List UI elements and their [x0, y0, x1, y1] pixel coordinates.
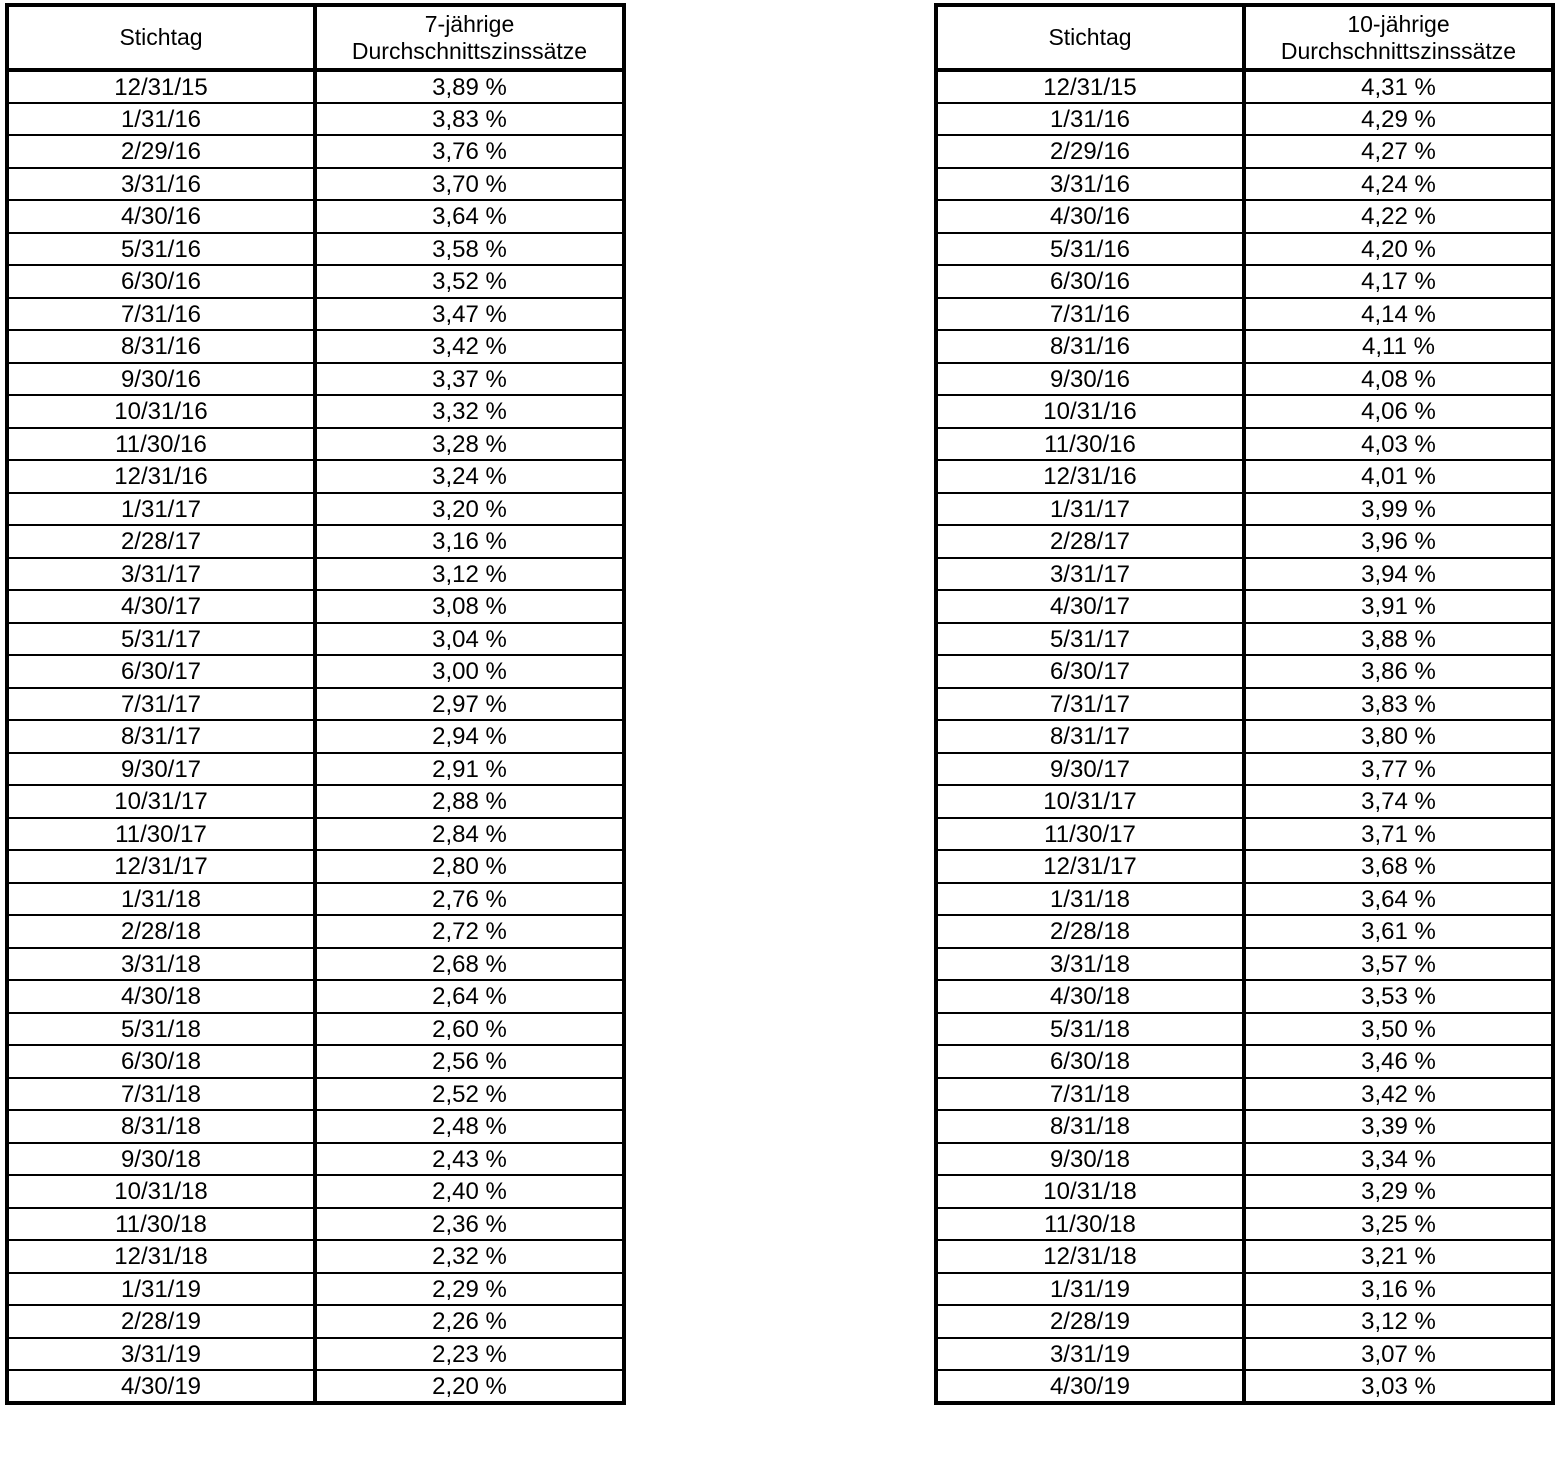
date-cell: 6/30/18 — [7, 1045, 315, 1078]
rate-cell: 3,08 % — [315, 590, 624, 623]
rate-cell: 2,48 % — [315, 1110, 624, 1143]
date-cell: 3/31/17 — [7, 558, 315, 591]
date-cell: 6/30/16 — [936, 265, 1244, 298]
table-row — [936, 753, 1553, 786]
rate-cell: 2,29 % — [315, 1273, 624, 1306]
table-row — [936, 103, 1553, 136]
rate-cell: 2,20 % — [432, 1372, 507, 1400]
table-row — [936, 883, 1553, 916]
date-cell: 12/31/15 — [7, 70, 315, 103]
date-cell: 10/31/17 — [936, 785, 1244, 818]
date-cell: 4/30/16 — [7, 200, 315, 233]
rate-cell: 3,99 % — [1244, 493, 1553, 526]
date-cell: 10/31/18 — [936, 1175, 1244, 1208]
table-row — [936, 1110, 1553, 1143]
rate-cell: 3,74 % — [1244, 785, 1553, 818]
rate-cell: 2,72 % — [315, 915, 624, 948]
rate-cell: 3,88 % — [1244, 623, 1553, 656]
rate-cell: 3,83 % — [315, 103, 624, 136]
rate-cell: 3,58 % — [315, 233, 624, 266]
date-cell: 7/31/17 — [7, 688, 315, 721]
date-cell: 4/30/16 — [936, 200, 1244, 233]
rate-cell: 3,39 % — [1244, 1110, 1553, 1143]
table-row — [936, 1175, 1553, 1208]
rate-cell: 2,60 % — [315, 1013, 624, 1046]
table-row — [936, 980, 1553, 1013]
column-header-rate — [1244, 5, 1553, 70]
date-cell: 12/31/16 — [7, 460, 315, 493]
table-row — [936, 1078, 1553, 1111]
rate-cell: 3,07 % — [1244, 1338, 1553, 1371]
rate-cell: 3,76 % — [315, 135, 624, 168]
table-row — [7, 103, 624, 136]
date-cell: 3/31/18 — [7, 948, 315, 981]
rate-cell: 3,96 % — [1244, 525, 1553, 558]
date-cell: 6/30/18 — [936, 1045, 1244, 1078]
date-cell: 4/30/18 — [936, 980, 1244, 1013]
rate-cell: 3,89 % — [315, 70, 624, 103]
column-header-stichtag: Stichtag — [7, 5, 315, 70]
rates-table-10-year — [934, 3, 1555, 1405]
rate-cell: 3,42 % — [315, 330, 624, 363]
column-header-stichtag: Stichtag — [936, 5, 1244, 70]
table-row — [7, 590, 624, 623]
date-cell: 3/31/19 — [7, 1338, 315, 1371]
table-row — [7, 850, 624, 883]
table-row — [936, 135, 1553, 168]
date-cell: 1/31/19 — [936, 1273, 1244, 1306]
date-cell: 2/28/19 — [936, 1305, 1244, 1338]
date-cell: 8/31/18 — [936, 1110, 1244, 1143]
date-cell: 9/30/18 — [936, 1143, 1244, 1176]
rate-cell: 4,11 % — [1244, 330, 1553, 363]
rate-cell: 3,21 % — [1244, 1240, 1553, 1273]
rate-cell: 2,84 % — [315, 818, 624, 851]
date-cell: 1/31/16 — [936, 103, 1244, 136]
table-row — [936, 298, 1553, 331]
table-row — [7, 428, 624, 461]
table-row — [7, 1110, 624, 1143]
table-row — [7, 1013, 624, 1046]
table-row — [7, 1078, 624, 1111]
rate-cell: 3,77 % — [1244, 753, 1553, 786]
date-cell: 1/31/18 — [936, 883, 1244, 916]
column-header-rate-line1: 10-jährige — [1347, 10, 1450, 37]
rate-cell: 3,86 % — [1244, 655, 1553, 688]
table-row — [936, 785, 1553, 818]
table-row — [936, 915, 1553, 948]
table-row — [7, 233, 624, 266]
rate-cell: 3,94 % — [1244, 558, 1553, 591]
date-cell: 9/30/16 — [7, 363, 315, 396]
table-row — [7, 395, 624, 428]
date-cell: 7/31/17 — [936, 688, 1244, 721]
rate-cell: 3,32 % — [315, 395, 624, 428]
rate-cell: 3,12 % — [1244, 1305, 1553, 1338]
date-cell: 1/31/18 — [7, 883, 315, 916]
rate-cell: 3,71 % — [1244, 818, 1553, 851]
rate-cell: 4,29 % — [1244, 103, 1553, 136]
table-row — [936, 558, 1553, 591]
rate-cell: 3,64 % — [1244, 883, 1553, 916]
table-row — [7, 655, 624, 688]
table-row — [7, 168, 624, 201]
date-cell: 3/31/17 — [936, 558, 1244, 591]
date-cell: 11/30/17 — [936, 818, 1244, 851]
date-cell: 10/31/17 — [7, 785, 315, 818]
date-cell: 6/30/17 — [936, 655, 1244, 688]
rate-cell: 2,26 % — [315, 1305, 624, 1338]
rate-cell: 3,61 % — [1244, 915, 1553, 948]
date-cell: 5/31/16 — [7, 233, 315, 266]
table-row — [936, 70, 1553, 103]
rate-cell: 2,91 % — [315, 753, 624, 786]
table-body — [936, 70, 1553, 1403]
rate-cell: 2,43 % — [315, 1143, 624, 1176]
table-row — [7, 883, 624, 916]
rate-cell: 2,97 % — [315, 688, 624, 721]
date-cell: 4/30/17 — [936, 590, 1244, 623]
rate-cell: 4,14 % — [1244, 298, 1553, 331]
rate-cell: 4,24 % — [1244, 168, 1553, 201]
table-row — [7, 1370, 624, 1403]
table-row — [7, 1240, 624, 1273]
rate-cell: 3,20 % — [315, 493, 624, 526]
rate-cell: 3,91 % — [1244, 590, 1553, 623]
rate-cell: 3,83 % — [1244, 688, 1553, 721]
rate-cell: 2,76 % — [315, 883, 624, 916]
table-row — [7, 363, 624, 396]
table-row — [7, 298, 624, 331]
date-cell: 8/31/17 — [7, 720, 315, 753]
date-cell: 12/31/18 — [936, 1240, 1244, 1273]
table-row — [936, 688, 1553, 721]
table-row — [936, 525, 1553, 558]
table-row — [936, 655, 1553, 688]
table-row — [936, 818, 1553, 851]
column-header-rate-line2: Durchschnittszinssätze — [351, 37, 588, 64]
rate-cell: 3,00 % — [315, 655, 624, 688]
column-header-rate-line1: 7-jährige — [424, 10, 515, 37]
date-cell: 1/31/17 — [936, 493, 1244, 526]
table-header-row — [7, 5, 624, 70]
table-row — [7, 493, 624, 526]
rate-cell: 3,03 % — [1361, 1372, 1436, 1400]
date-cell: 7/31/16 — [7, 298, 315, 331]
table-row — [7, 1045, 624, 1078]
rate-cell: 4,01 % — [1244, 460, 1553, 493]
rate-cell: 2,64 % — [315, 980, 624, 1013]
date-cell: 3/31/19 — [936, 1338, 1244, 1371]
date-cell: 11/30/16 — [936, 428, 1244, 461]
rate-cell: 2,36 % — [315, 1208, 624, 1241]
date-cell: 8/31/17 — [936, 720, 1244, 753]
date-cell: 12/31/17 — [7, 850, 315, 883]
rate-cell: 3,64 % — [315, 200, 624, 233]
table-row — [7, 330, 624, 363]
rate-cell: 4,06 % — [1244, 395, 1553, 428]
table-row — [936, 1370, 1553, 1403]
rate-cell: 3,16 % — [315, 525, 624, 558]
table-row — [936, 460, 1553, 493]
table-row — [7, 1273, 624, 1306]
table-row — [7, 135, 624, 168]
date-cell: 2/28/17 — [936, 525, 1244, 558]
rate-cell: 3,12 % — [315, 558, 624, 591]
table-row — [7, 200, 624, 233]
table-row — [936, 428, 1553, 461]
rate-cell: 2,88 % — [315, 785, 624, 818]
date-cell: 6/30/17 — [7, 655, 315, 688]
date-cell: 5/31/17 — [936, 623, 1244, 656]
table-row — [7, 1143, 624, 1176]
date-cell: 10/31/16 — [7, 395, 315, 428]
table-row — [936, 623, 1553, 656]
rate-cell: 4,22 % — [1244, 200, 1553, 233]
table-row — [936, 720, 1553, 753]
rate-cell: 3,47 % — [315, 298, 624, 331]
date-cell: 4/30/17 — [7, 590, 315, 623]
table-row — [936, 395, 1553, 428]
rate-cell: 4,27 % — [1244, 135, 1553, 168]
date-cell: 1/31/17 — [7, 493, 315, 526]
date-cell: 4/30/18 — [7, 980, 315, 1013]
table-row — [936, 1273, 1553, 1306]
date-cell: 11/30/16 — [7, 428, 315, 461]
table-row — [936, 200, 1553, 233]
table-row — [936, 363, 1553, 396]
date-cell: 9/30/17 — [7, 753, 315, 786]
table-row — [7, 688, 624, 721]
date-cell: 5/31/18 — [7, 1013, 315, 1046]
table-row — [936, 1013, 1553, 1046]
rate-cell: 3,53 % — [1244, 980, 1553, 1013]
date-cell: 8/31/16 — [7, 330, 315, 363]
rates-table-7-year — [5, 3, 626, 1405]
table-row — [7, 915, 624, 948]
rate-cell: 2,94 % — [315, 720, 624, 753]
rate-cell: 3,29 % — [1244, 1175, 1553, 1208]
rate-cell: 3,50 % — [1244, 1013, 1553, 1046]
table-row — [936, 948, 1553, 981]
rate-cell: 2,23 % — [315, 1338, 624, 1371]
rate-cell: 2,32 % — [315, 1240, 624, 1273]
rate-cell: 3,37 % — [315, 363, 624, 396]
rate-cell: 3,34 % — [1244, 1143, 1553, 1176]
column-header-rate-line2: Durchschnittszinssätze — [1280, 37, 1517, 64]
date-cell: 5/31/18 — [936, 1013, 1244, 1046]
rate-cell: 2,56 % — [315, 1045, 624, 1078]
date-cell: 11/30/18 — [936, 1208, 1244, 1241]
table-row — [7, 623, 624, 656]
table-row — [7, 785, 624, 818]
date-cell: 12/31/18 — [7, 1240, 315, 1273]
table-row — [936, 590, 1553, 623]
table-row — [7, 265, 624, 298]
date-cell: 4/30/19 — [936, 1370, 1244, 1403]
date-cell: 4/30/19 — [7, 1370, 315, 1403]
table-row — [7, 720, 624, 753]
rate-cell: 3,04 % — [315, 623, 624, 656]
table-row — [7, 1208, 624, 1241]
date-cell: 9/30/18 — [7, 1143, 315, 1176]
date-cell: 7/31/16 — [936, 298, 1244, 331]
rate-cell: 3,52 % — [315, 265, 624, 298]
table-row — [936, 1045, 1553, 1078]
table-row — [936, 1208, 1553, 1241]
date-cell: 9/30/16 — [936, 363, 1244, 396]
date-cell: 10/31/18 — [7, 1175, 315, 1208]
rate-cell: 4,20 % — [1244, 233, 1553, 266]
table-row — [7, 460, 624, 493]
date-cell: 8/31/18 — [7, 1110, 315, 1143]
date-cell: 1/31/16 — [7, 103, 315, 136]
date-cell: 11/30/18 — [7, 1208, 315, 1241]
date-cell: 9/30/17 — [936, 753, 1244, 786]
table-row — [936, 1240, 1553, 1273]
table-row — [7, 70, 624, 103]
date-cell: 2/28/18 — [936, 915, 1244, 948]
rate-cell: 3,28 % — [315, 428, 624, 461]
date-cell: 12/31/17 — [936, 850, 1244, 883]
rate-cell: 3,42 % — [1244, 1078, 1553, 1111]
table-row — [7, 980, 624, 1013]
rate-cell: 3,68 % — [1244, 850, 1553, 883]
rate-cell: 3,25 % — [1244, 1208, 1553, 1241]
table-row — [7, 1338, 624, 1371]
date-cell: 5/31/17 — [7, 623, 315, 656]
rate-cell: 2,68 % — [315, 948, 624, 981]
table-row — [7, 558, 624, 591]
rate-cell: 3,70 % — [315, 168, 624, 201]
date-cell: 12/31/15 — [936, 70, 1244, 103]
rate-cell: 2,40 % — [315, 1175, 624, 1208]
date-cell: 3/31/18 — [936, 948, 1244, 981]
table-row — [936, 233, 1553, 266]
rate-cell: 4,31 % — [1244, 70, 1553, 103]
table-row — [7, 525, 624, 558]
table-row — [7, 948, 624, 981]
rate-cell: 3,57 % — [1244, 948, 1553, 981]
date-cell: 2/28/17 — [7, 525, 315, 558]
rate-cell: 4,03 % — [1244, 428, 1553, 461]
date-cell: 2/28/18 — [7, 915, 315, 948]
table-row — [7, 1175, 624, 1208]
table-row — [936, 1143, 1553, 1176]
date-cell: 6/30/16 — [7, 265, 315, 298]
date-cell: 7/31/18 — [7, 1078, 315, 1111]
date-cell: 1/31/19 — [7, 1273, 315, 1306]
rate-cell: 3,24 % — [315, 460, 624, 493]
date-cell: 2/29/16 — [936, 135, 1244, 168]
rate-cell: 3,46 % — [1244, 1045, 1553, 1078]
column-header-rate — [315, 5, 624, 70]
table-row — [936, 168, 1553, 201]
rate-cell: 3,80 % — [1244, 720, 1553, 753]
rate-cell: 2,80 % — [315, 850, 624, 883]
rate-cell: 2,52 % — [315, 1078, 624, 1111]
table-row — [7, 753, 624, 786]
table-row — [7, 1305, 624, 1338]
date-cell: 11/30/17 — [7, 818, 315, 851]
table-body — [7, 70, 624, 1403]
date-cell: 3/31/16 — [936, 168, 1244, 201]
date-cell: 8/31/16 — [936, 330, 1244, 363]
date-cell: 2/29/16 — [7, 135, 315, 168]
table-row — [936, 1305, 1553, 1338]
table-row — [936, 1338, 1553, 1371]
table-row — [936, 493, 1553, 526]
date-cell: 7/31/18 — [936, 1078, 1244, 1111]
date-cell: 5/31/16 — [936, 233, 1244, 266]
table-row — [936, 330, 1553, 363]
table-header-row — [936, 5, 1553, 70]
date-cell: 3/31/16 — [7, 168, 315, 201]
table-row — [936, 850, 1553, 883]
rate-cell: 4,17 % — [1244, 265, 1553, 298]
date-cell: 12/31/16 — [936, 460, 1244, 493]
date-cell: 2/28/19 — [7, 1305, 315, 1338]
rate-cell: 4,08 % — [1244, 363, 1553, 396]
date-cell: 10/31/16 — [936, 395, 1244, 428]
table-row — [7, 818, 624, 851]
rate-cell: 3,16 % — [1244, 1273, 1553, 1306]
table-row — [936, 265, 1553, 298]
